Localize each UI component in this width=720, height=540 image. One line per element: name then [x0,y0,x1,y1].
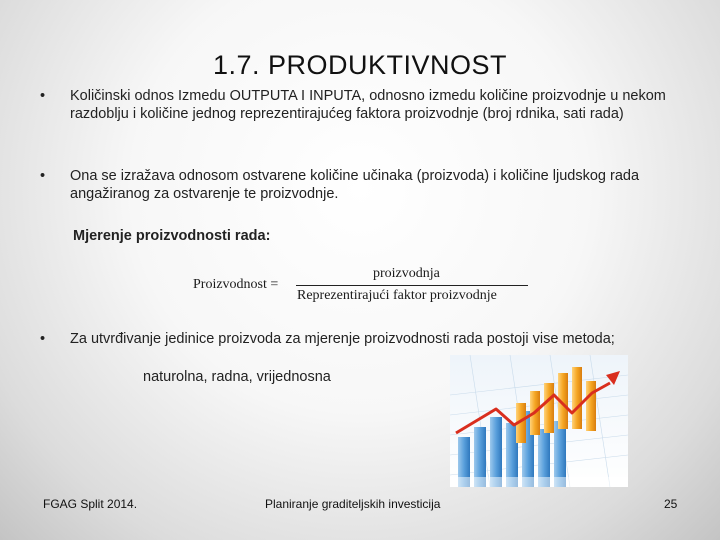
measurement-subheading: Mjerenje proizvodnosti rada: [73,228,271,244]
methods-list: naturolna, radna, vrijednosna [143,369,331,385]
slide-title: 1.7. PRODUKTIVNOST [212,50,508,80]
formula-numerator: proizvodnja [373,266,440,281]
growth-chart-picture [450,355,628,487]
fraction-bar [296,285,528,286]
bullet-text: Za utvrđivanje jedinice proizvoda za mjerenje proizvodnosti rada postoji vise metoda; [70,331,615,347]
bar-growth-illustration [450,355,628,487]
bullet-icon: • [40,168,46,184]
footer-course: Planiranje graditeljskih investicija [265,497,441,511]
bullet-text: Ona se izražava odnosom ostvarene količine učinaka (proizvoda) i količine ljudskog rada angažiranog za ostvarenje te proizvodnje. [70,168,640,202]
bullet-icon: • [40,331,46,347]
formula-denominator: Reprezentirajući faktor proizvodnje [297,288,497,303]
footer-source: FGAG Split 2014. [43,497,138,511]
bullet-icon: • [40,88,46,104]
page-number: 25 [664,497,678,511]
bullet-text: Količinski odnos Izmedu OUTPUTA I INPUTA, odnosno izmedu količine proizvodnje u nekom razdoblju i količine jednog reprezentirajućeg faktora proizvodnje (broj rdnika, sati rada) [70,88,666,122]
productivity-formula [193,263,533,307]
formula-lhs: Proizvodnost = [193,277,279,292]
